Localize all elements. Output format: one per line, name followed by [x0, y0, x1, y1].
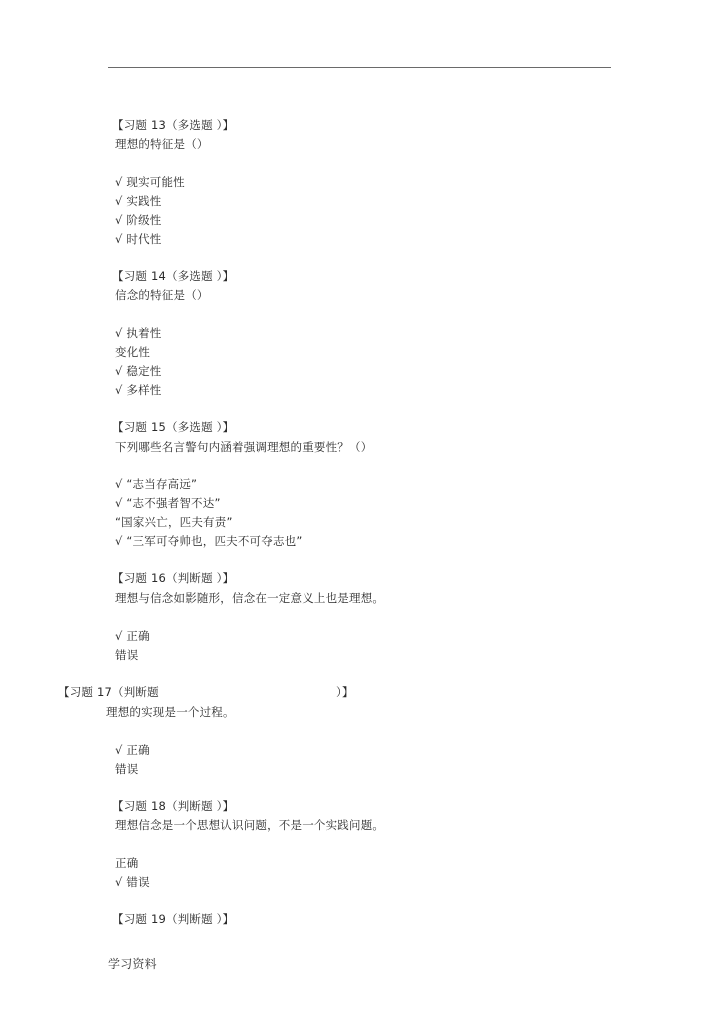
- question-13-option-4: √ 时代性: [115, 232, 162, 246]
- question-16-option-2: 错误: [115, 648, 139, 662]
- question-18-header: 【习题 18（判断题 ）】: [112, 799, 235, 813]
- question-14-stem: 信念的特征是（）: [115, 288, 209, 302]
- question-17-option-1: √ 正确: [115, 743, 150, 757]
- question-16-option-1: √ 正确: [115, 629, 150, 643]
- question-16-stem: 理想与信念如影随形，信念在一定意义上也是理想。: [115, 591, 385, 605]
- question-15-option-2: √ “志不强者智不达”: [115, 496, 221, 510]
- question-13-stem: 理想的特征是（）: [115, 137, 209, 151]
- question-17-option-2: 错误: [115, 762, 139, 776]
- question-15-option-1: √ “志当存高远”: [115, 477, 198, 491]
- question-13-option-1: √ 现实可能性: [115, 175, 185, 189]
- question-14-option-2: 变化性: [115, 345, 151, 359]
- question-13-header: 【习题 13（多选题 ）】: [112, 118, 235, 132]
- question-17-header-right: ）】: [336, 685, 354, 699]
- question-15-stem: 下列哪些名言警句内涵着强调理想的重要性？（）: [115, 440, 373, 454]
- question-14-header: 【习题 14（多选题 ）】: [112, 269, 235, 283]
- question-14-option-4: √ 多样性: [115, 383, 162, 397]
- question-14-option-1: √ 执着性: [115, 326, 162, 340]
- question-15-option-3: “国家兴亡，匹夫有责”: [115, 515, 233, 529]
- question-18-stem: 理想信念是一个思想认识问题，不是一个实践问题。: [115, 818, 385, 832]
- question-17-header-left: 【习题 17（判断题: [58, 685, 159, 699]
- page-footer: 学习资料: [108, 957, 157, 971]
- question-14-option-3: √ 稳定性: [115, 364, 162, 378]
- question-18-option-1: 正确: [115, 856, 139, 870]
- question-17-stem: 理想的实现是一个过程。: [106, 705, 235, 719]
- question-18-option-2: √ 错误: [115, 875, 150, 889]
- question-15-option-4: √ “三军可夺帅也，匹夫不可夺志也”: [115, 534, 303, 548]
- top-divider: [108, 67, 611, 68]
- question-13-option-3: √ 阶级性: [115, 213, 162, 227]
- question-16-header: 【习题 16（判断题 ）】: [112, 571, 235, 585]
- question-13-option-2: √ 实践性: [115, 194, 162, 208]
- question-15-header: 【习题 15（多选题 ）】: [112, 420, 235, 434]
- question-19-header: 【习题 19（判断题 ）】: [112, 912, 235, 926]
